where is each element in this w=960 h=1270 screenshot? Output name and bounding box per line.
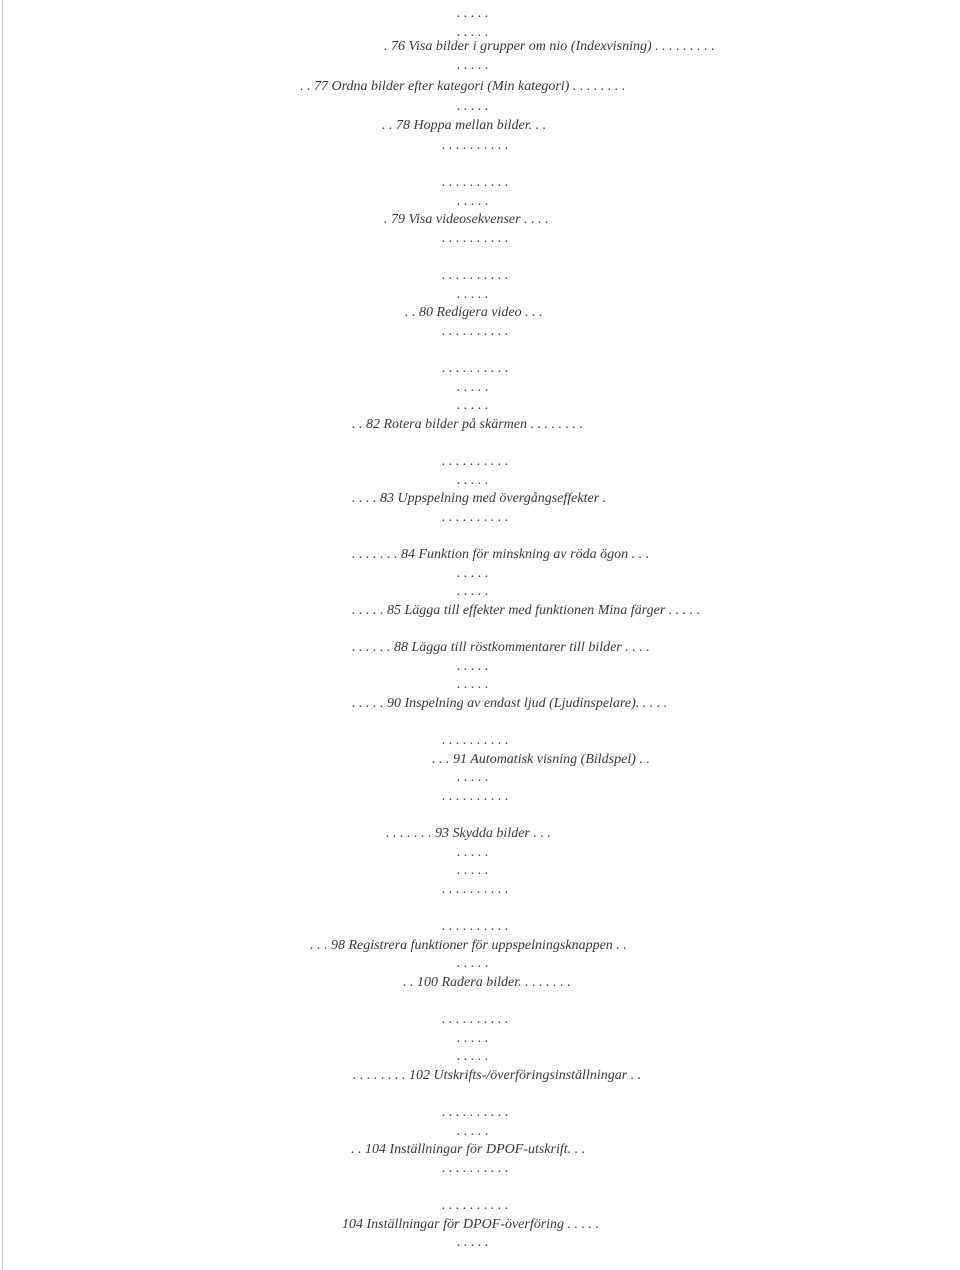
- toc-entry: . . . . . . . . 102 Utskrifts-/överföringsinställningar . .: [353, 1068, 642, 1083]
- toc-entry: . . 80 Redigera video . . .: [405, 305, 543, 320]
- toc-entry: . . . . . 90 Inspelning av endast ljud (Ljudinspelare). . . . .: [352, 696, 668, 711]
- toc-entry: . . . . . . 88 Lägga till röstkommentarer till bilder . . . .: [352, 640, 650, 655]
- toc-entry: . . . . . . . 93 Skydda bilder . . .: [386, 826, 551, 841]
- toc-leader-dots: . . . . .: [457, 58, 489, 73]
- toc-leader-dots: . . . . .: [457, 659, 489, 674]
- toc-leader-dots: . . . . .: [457, 1031, 489, 1046]
- toc-leader-dots: . . . . .: [457, 1049, 489, 1064]
- toc-entry: . . 78 Hoppa mellan bilder. . .: [382, 118, 547, 133]
- toc-leader-dots: . . . . .: [457, 194, 489, 209]
- toc-leader-dots: . . . . .: [457, 6, 489, 21]
- toc-leader-dots: . . . . . . . . . .: [442, 454, 509, 469]
- toc-entry: . . 77 Ordna bilder efter kategori (Min kategori) . . . . . . . .: [300, 79, 626, 94]
- toc-leader-dots: . . . . . . . . . .: [442, 138, 509, 153]
- toc-entry: . . 100 Radera bilder. . . . . . . .: [403, 975, 571, 990]
- toc-entry: . . . . . 85 Lägga till effekter med funktionen Mina färger . . . . .: [352, 603, 701, 618]
- toc-leader-dots: . . . . .: [457, 25, 489, 40]
- toc-leader-dots: . . . . . . . . . .: [442, 1161, 509, 1176]
- toc-entry: 104 Inställningar för DPOF-överföring . . . . .: [342, 1217, 600, 1232]
- toc-entry: . 79 Visa videosekvenser . . . .: [384, 212, 549, 227]
- toc-leader-dots: . . . . . . . . . .: [442, 882, 509, 897]
- toc-entry: . . . 91 Automatisk visning (Bildspel) . .: [432, 752, 650, 767]
- toc-entry: . . . . . . . 84 Funktion för minskning av röda ögon . . .: [352, 547, 650, 562]
- toc-leader-dots: . . . . . . . . . .: [442, 361, 509, 376]
- toc-leader-dots: . . . . .: [457, 770, 489, 785]
- toc-leader-dots: . . . . . . . . . .: [442, 1198, 509, 1213]
- toc-entry: . . . 98 Registrera funktioner för uppspelningsknappen . .: [310, 938, 627, 953]
- toc-entry: . . 104 Inställningar för DPOF-utskrift. . .: [351, 1142, 586, 1157]
- toc-leader-dots: . . . . .: [457, 380, 489, 395]
- toc-leader-dots: . . . . .: [457, 584, 489, 599]
- toc-leader-dots: . . . . .: [457, 473, 489, 488]
- toc-leader-dots: . . . . . . . . . .: [442, 510, 509, 525]
- toc-leader-dots: . . . . . . . . . .: [442, 324, 509, 339]
- toc-leader-dots: . . . . .: [457, 1124, 489, 1139]
- toc-leader-dots: . . . . .: [457, 677, 489, 692]
- toc-entry: . . 82 Rotera bilder på skärmen . . . . . . . .: [352, 417, 583, 432]
- toc-leader-dots: . . . . . . . . . .: [442, 175, 509, 190]
- toc-leader-dots: . . . . .: [457, 99, 489, 114]
- toc-entry: . 76 Visa bilder i grupper om nio (Indexvisning) . . . . . . . . .: [384, 39, 715, 54]
- toc-entry: . . . . 83 Uppspelning med övergångseffekter .: [352, 491, 607, 506]
- toc-leader-dots: . . . . . . . . . .: [442, 1012, 509, 1027]
- toc-leader-dots: . . . . . . . . . .: [442, 1105, 509, 1120]
- toc-leader-dots: . . . . . . . . . .: [442, 231, 509, 246]
- toc-leader-dots: . . . . .: [457, 566, 489, 581]
- toc-leader-dots: . . . . .: [457, 287, 489, 302]
- toc-leader-dots: . . . . . . . . . .: [442, 268, 509, 283]
- toc-leader-dots: . . . . .: [457, 956, 489, 971]
- toc-leader-dots: . . . . . . . . . .: [442, 733, 509, 748]
- toc-leader-dots: . . . . .: [457, 398, 489, 413]
- toc-leader-dots: . . . . .: [457, 863, 489, 878]
- toc-leader-dots: . . . . . . . . . .: [442, 919, 509, 934]
- toc-leader-dots: . . . . .: [457, 845, 489, 860]
- toc-leader-dots: . . . . . . . . . .: [442, 789, 509, 804]
- toc-leader-dots: . . . . .: [457, 1235, 489, 1250]
